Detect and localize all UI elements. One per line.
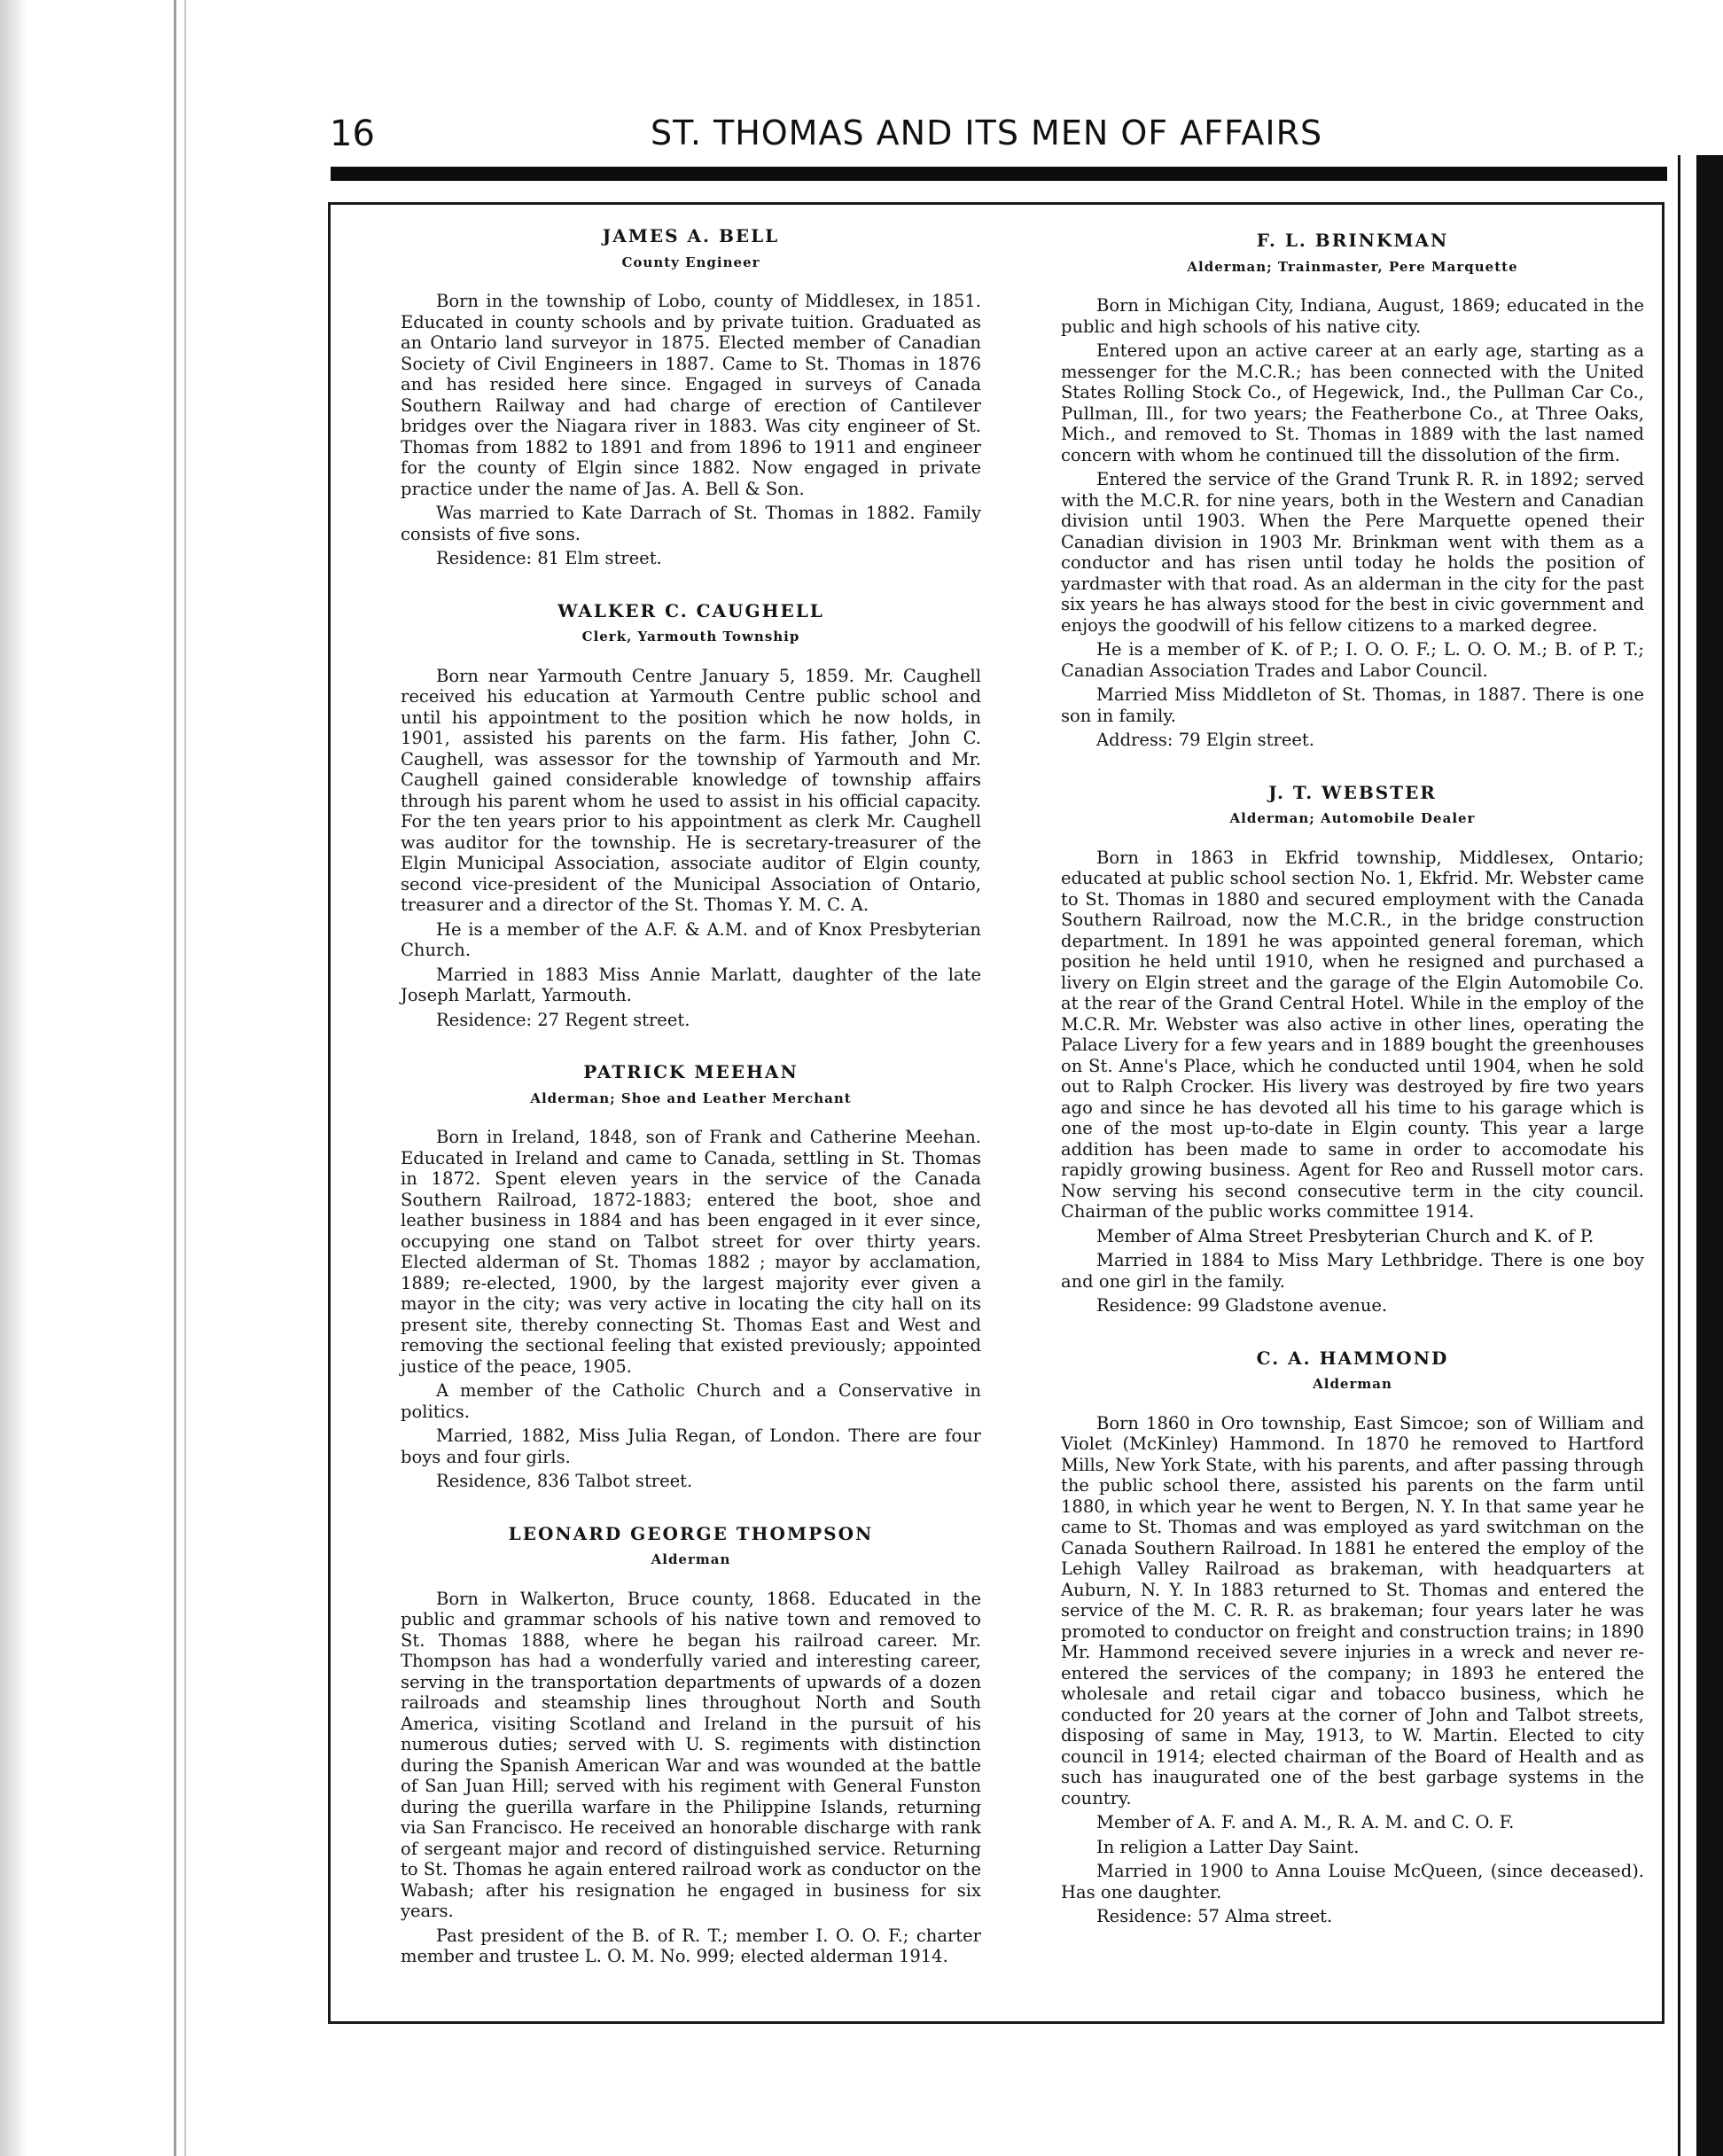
biography-paragraph: He is a member of the A.F. & A.M. and of Knox Presbyterian Church. xyxy=(401,918,981,960)
biography-paragraph: Residence: 27 Regent street. xyxy=(436,1009,690,1030)
gutter-line-secondary xyxy=(184,0,186,2156)
biography-paragraph: Born near Yarmouth Centre January 5, 1859. Mr. Caughell received his education at Yarmouth Centre public school and until his appointment to the position which he now holds, in 1901, assisted his parents on the farm. His father, John C. Caughell, was assessor for the township of Yarmouth and Mr. Caughell gained considerable knowledge of township affairs through his parent whom he used to assist in his official capacity. For the ten years prior to his appointment as clerk Mr. Caughell was auditor for the township. He is secretary-treasurer of the Elgin Municipal Association, associate auditor of Elgin county, second vice-president of the Municipal Association of Ontario, treasurer and a director of the St. Thomas Y. M. C. A. xyxy=(401,665,981,915)
biography-title: Alderman; Shoe and Leather Merchant xyxy=(530,1090,852,1106)
biography-paragraph: Residence: 81 Elm street. xyxy=(436,548,662,568)
running-head: ST. THOMAS AND ITS MEN OF AFFAIRS xyxy=(651,113,1323,152)
biography-paragraph: Born in 1863 in Ekfrid township, Middlesex, Ontario; educated at public school section No. 1, Ekfrid. Mr. Webster came to St. Thomas in 1880 and secured employment with the Canada Southern Railroad, now the M.C.R., in the bridge construction department. In 1891 he was appointed general foreman, which position he held until 1910, when he resigned and purchased a livery on Elgin street and the garage of the Elgin Automobile Co. at the rear of the Grand Central Hotel. While in the employ of the M.C.R. Mr. Webster was also active in other lines, operating the Palace Livery for a few years and in 1889 bought the greenhouses on St. Anne's Place, which he conducted until 1904, when he sold out to Ralph Crocker. His livery was destroyed by fire two years ago and since he has devoted all his time to his garage which is one of the most up-to-date in Elgin county. This year a large addition has been made to same in order to accomodate his rapidly growing business. Agent for Reo and Russell motor cars. Now serving his second consecutive term in the city council. Chairman of the public works committee 1914. xyxy=(1061,847,1644,1222)
biography-f-l-brinkman xyxy=(1061,230,1644,751)
biography-paragraph: A member of the Catholic Church and a Conservative in politics. xyxy=(401,1380,981,1422)
right-column xyxy=(1061,230,1644,1959)
biography-title: Alderman xyxy=(651,1551,731,1567)
biography-title: Alderman xyxy=(1313,1376,1392,1392)
biography-name: JAMES A. BELL xyxy=(602,225,780,246)
biography-paragraph: Born in Ireland, 1848, son of Frank and Catherine Meehan. Educated in Ireland and came to Canada, settling in St. Thomas in 1872. Spent eleven years in the service of the Canada Southern Railroad, 1872-1883; entered the boot, shoe and leather business in 1884 and has been engaged in it ever since, occupying one stand on Talbot street for over thirty years. Elected alderman of St. Thomas 1882 ; mayor by acclamation, 1889; re-elected, 1900, by the largest majority ever given a mayor in the city; was very active in locating the city hall on its present site, thereby connecting St. Thomas East and West and removing the sectional feeling that existed previously; appointed justice of the peace, 1905. xyxy=(401,1127,981,1377)
biography-paragraph: Born in Walkerton, Bruce county, 1868. Educated in the public and grammar schools of his native town and removed to St. Thomas 1888, where he began his railroad career. Mr. Thompson has had a wonderfully varied and interesting career, serving in the transportation departments of upwards of a dozen railroads and steamship lines throughout North and South America, visiting Scotland and Ireland in the pursuit of his numerous duties; served with U. S. regiments with distinction during the Spanish American War and was wounded at the battle of San Juan Hill; served with his regiment with General Funston during the guerilla warfare in the Philippine Islands, returning via San Francisco. He received an honorable discharge with rank of sergeant major and record of distinguished service. Returning to St. Thomas he again entered railroad work as conductor on the Wabash; after his resignation he engaged in business for six years. xyxy=(401,1588,981,1921)
biography-paragraph: Residence: 99 Gladstone avenue. xyxy=(1096,1295,1388,1316)
biography-paragraph: He is a member of K. of P.; I. O. O. F.; L. O. O. M.; B. of P. T.; Canadian Association Trades and Labor Council. xyxy=(1061,639,1644,681)
biography-paragraph: Member of A. F. and A. M., R. A. M. and C. O. F. xyxy=(1096,1812,1515,1832)
biography-paragraph: Married, 1882, Miss Julia Regan, of London. There are four boys and four girls. xyxy=(401,1426,981,1467)
biography-james-a-bell xyxy=(401,226,981,569)
header-rule xyxy=(331,167,1667,181)
biography-paragraph: Member of Alma Street Presbyterian Church and K. of P. xyxy=(1096,1225,1594,1246)
biography-name: LEONARD GEORGE THOMPSON xyxy=(508,1522,874,1544)
biography-name: C. A. HAMMOND xyxy=(1256,1347,1449,1369)
biography-patrick-meehan xyxy=(401,1062,981,1492)
biography-title: Alderman; Trainmaster, Pere Marquette xyxy=(1187,258,1518,275)
biography-title: County Engineer xyxy=(621,254,760,270)
biography-paragraph: Born in the township of Lobo, county of Middlesex, in 1851. Educated in county schools and by private tuition. Graduated as an Ontario land surveyor in 1875. Elected member of Canadian Society of Civil Engineers in 1887. Came to St. Thomas in 1876 and has resided here since. Engaged in surveys of Canada Southern Railway and had charge of erection of Cantilever bridges over the Niagara river in 1883. Was city engineer of St. Thomas from 1882 to 1891 and from 1896 to 1911 and engineer for the county of Elgin since 1882. Now engaged in private practice under the name of Jas. A. Bell & Son. xyxy=(401,291,981,499)
biography-paragraph: Entered the service of the Grand Trunk R. R. in 1892; served with the M.C.R. for nine years, both in the Western and Canadian division until 1903. When the Pere Marquette opened their Canadian division in 1903 Mr. Brinkman went with them as a conductor and has risen until today he holds the position of yardmaster with that road. As an alderman in the city for the past six years he has always stood for the best in civic government and enjoys the goodwill of his fellow citizens to a marked degree. xyxy=(1061,469,1644,636)
biography-paragraph: Residence, 836 Talbot street. xyxy=(436,1471,693,1491)
left-column xyxy=(401,226,981,1999)
biography-walker-c-caughell xyxy=(401,601,981,1031)
biography-paragraph: Was married to Kate Darrach of St. Thomas in 1882. Family consists of five sons. xyxy=(401,503,981,544)
biography-c-a-hammond xyxy=(1061,1348,1644,1927)
biography-paragraph: Married Miss Middleton of St. Thomas, in 1887. There is one son in family. xyxy=(1061,684,1644,726)
biography-name: J. T. WEBSTER xyxy=(1268,781,1437,803)
book-gutter-shadow xyxy=(0,0,27,2156)
biography-j-t-webster xyxy=(1061,783,1644,1316)
biography-name: WALKER C. CAUGHELL xyxy=(557,599,824,621)
biography-title: Clerk, Yarmouth Township xyxy=(581,629,800,644)
biography-name: PATRICK MEEHAN xyxy=(583,1061,799,1082)
page-edge-dark xyxy=(1696,155,1723,2156)
biography-leonard-george-thompson xyxy=(401,1524,981,1967)
gutter-line xyxy=(174,0,176,2156)
biography-name: F. L. BRINKMAN xyxy=(1256,230,1449,251)
biography-title: Alderman; Automobile Dealer xyxy=(1229,810,1476,826)
page-edge-inner xyxy=(1678,155,1696,2156)
biography-paragraph: Residence: 57 Alma street. xyxy=(1096,1906,1333,1926)
biography-paragraph: Entered upon an active career at an early age, starting as a messenger for the M.C.R.; has been connected with the United States Rolling Stock Co., of Hegewick, Ind., the Pullman Car Co., Pullman, Ill., for two years; the Featherbone Co., at Three Oaks, Mich., and removed to St. Thomas in 1889 with the last named concern with whom he continued till the dissolution of the firm. xyxy=(1061,340,1644,465)
biography-paragraph: Married in 1884 to Miss Mary Lethbridge. There is one boy and one girl in the family. xyxy=(1061,1250,1644,1292)
biography-paragraph: Past president of the B. of R. T.; member I. O. O. F.; charter member and trustee L. O. M. No. 999; elected alderman 1914. xyxy=(401,1925,981,1966)
biography-paragraph: Born in Michigan City, Indiana, August, 1869; educated in the public and high schools of his native city. xyxy=(1061,295,1644,337)
biography-paragraph: In religion a Latter Day Saint. xyxy=(1096,1836,1360,1857)
biography-paragraph: Married in 1883 Miss Annie Marlatt, daughter of the late Joseph Marlatt, Yarmouth. xyxy=(401,964,981,1005)
biography-paragraph: Married in 1900 to Anna Louise McQueen, (since deceased). Has one daughter. xyxy=(1061,1861,1644,1902)
biography-paragraph: Address: 79 Elgin street. xyxy=(1096,730,1314,750)
biography-paragraph: Born 1860 in Oro township, East Simcoe; son of William and Violet (McKinley) Hammond. In 1870 he removed to Hartford Mills, New York State, with his parents, and after passing through the public school there, assisted his parents on the farm until 1880, in which year he went to Bergen, N. Y. In that same year he came to St. Thomas and was employed as yard switchman on the Canada Southern Railroad. In 1881 he entered the employ of the Lehigh Valley Railroad as brakeman, with headquarters at Auburn, N. Y. In 1883 returned to St. Thomas and entered the service of the M. C. R. R. as brakeman; four years later he was promoted to conductor on freight and construction trains; in 1890 Mr. Hammond received severe injuries in a wreck and never re-entered the services of the company; in 1893 he entered the wholesale and retail cigar and tobacco business, which he conducted for 20 years at the corner of John and Talbot streets, disposing of same in May, 1913, to W. Martin. Elected to city council in 1914; elected chairman of the Board of Health and as such has inaugurated one of the best garbage systems in the country. xyxy=(1061,1412,1644,1808)
page-number: 16 xyxy=(330,113,375,154)
